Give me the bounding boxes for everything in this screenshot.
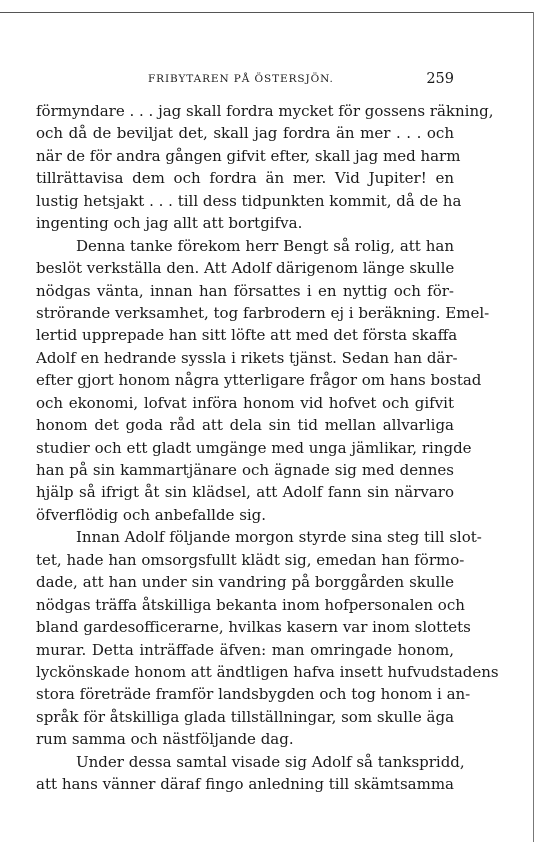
text-line: dade, att han under sin vandring på borggården skulle	[36, 573, 454, 592]
text-line: tillrättavisa dem och fordra än mer. Vid Jupiter! en	[36, 169, 454, 188]
body-text	[36, 100, 499, 796]
text-line: rum samma och nästföljande dag.	[36, 730, 294, 749]
text-line: stora företräde framför landsbygden och tog honom i an-	[36, 685, 471, 704]
text-line: efter gjort honom några ytterligare frågor om hans bostad	[36, 371, 482, 390]
text-line: och då de beviljat det, skall jag fordra än mer . . . och	[36, 124, 454, 143]
text-line: honom det goda råd att dela sin tid mellan allvarliga	[36, 416, 454, 435]
text-line: lustig hetsjakt . . . till dess tidpunkten kommit, då de ha	[36, 191, 462, 210]
text-line: hjälp så ifrigt åt sin klädsel, att Adolf fann sin närvaro	[36, 483, 454, 502]
text-line: när de för andra gången gifvit efter, skall jag med harm	[36, 146, 461, 165]
text-line: bland gardesofficerarne, hvilkas kasern var inom slottets	[36, 618, 471, 637]
text-line: och ekonomi, lofvat införa honom vid hofvet och gifvit	[36, 393, 454, 412]
text-line: Under dessa samtal visade sig Adolf så tankspridd,	[76, 752, 465, 771]
page-number: 259	[426, 71, 454, 87]
text-line: Denna tanke förekom herr Bengt så rolig, att han	[76, 236, 454, 255]
page-border-top	[0, 12, 533, 13]
text-line: öfverflödig och anbefallde sig.	[36, 505, 267, 524]
text-line: strörande verksamhet, tog farbrodern ej i beräkning. Emel-	[36, 303, 490, 322]
text-line: beslöt verkställa den. Att Adolf därigenom länge skulle	[36, 259, 455, 278]
text-line: lyckönskade honom att ändtligen hafva insett hufvudstadens	[36, 662, 499, 681]
running-head	[36, 72, 454, 92]
running-title: FRIBYTAREN PÅ ÖSTERSJÖN.	[148, 73, 334, 85]
text-line: lertid upprepade han sitt löfte att med det första skaffa	[36, 326, 458, 345]
text-line: han på sin kammartjänare och ägnade sig med dennes	[36, 461, 454, 479]
text-line: studier och ett gladt umgänge med unga jämlikar, ringde	[36, 438, 472, 457]
text-line: förmyndare . . . jag skall fordra mycket för gossens räkning,	[36, 102, 494, 120]
text-line: språk för åtskilliga glada tillställningar, som skulle äga	[36, 707, 455, 726]
text-line: tet, hade han omsorgsfullt klädt sig, emedan han förmo-	[36, 550, 465, 569]
text-line: nödgas vänta, innan han försattes i en nyttig och för-	[36, 281, 454, 300]
text-line: nödgas träffa åtskilliga bekanta inom hofpersonalen och	[36, 595, 465, 614]
text-line: att hans vänner däraf fingo anledning till skämtsamma	[36, 775, 454, 794]
text-line: Adolf en hedrande syssla i rikets tjänst. Sedan han där-	[36, 348, 458, 367]
text-line: murar. Detta inträffade äfven: man omringade honom,	[36, 640, 454, 659]
text-line: Innan Adolf följande morgon styrde sina steg till slot-	[76, 528, 482, 547]
text-line: ingenting och jag allt att bortgifva.	[36, 214, 303, 233]
page-border-right	[533, 12, 534, 842]
